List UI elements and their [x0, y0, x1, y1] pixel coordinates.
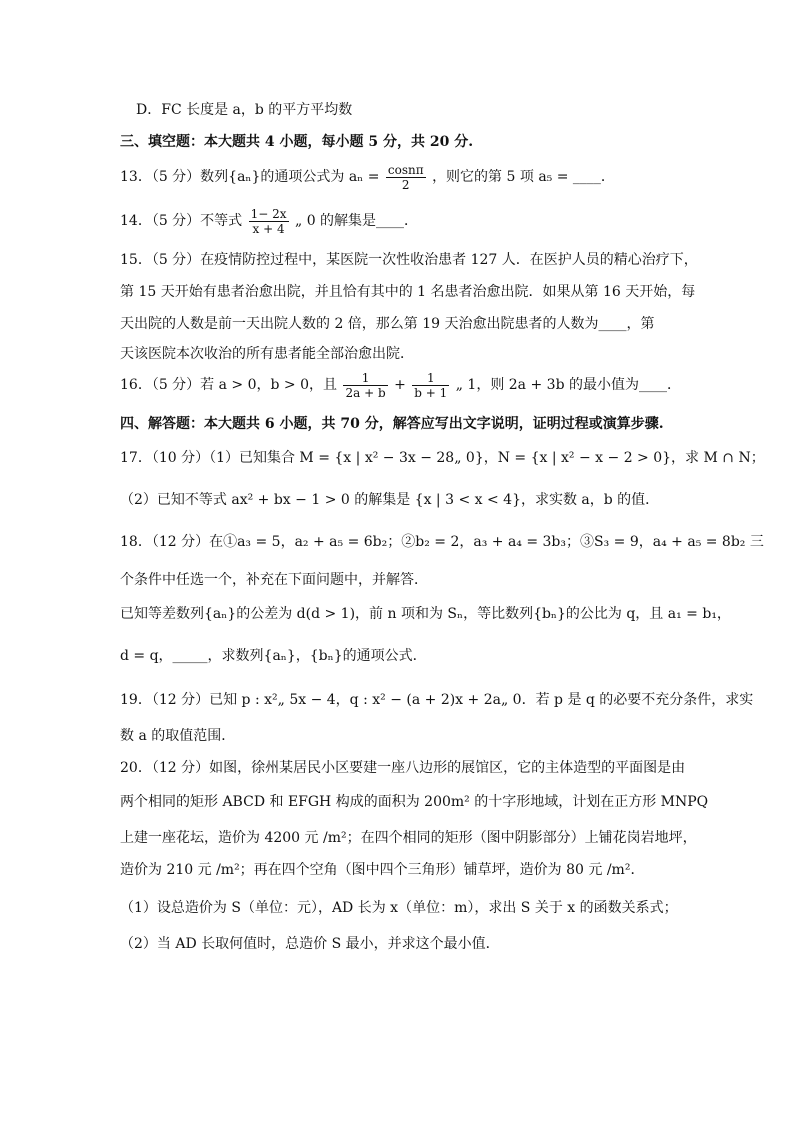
question-19-line-1: 19．（12 分）已知 p : x²„ 5x − 4，q : x² − (a + 2)x + 2a„ 0．若 p 是 q 的必要不充分条件，求实	[120, 692, 754, 708]
question-19-line-2: 数 a 的取值范围．	[120, 728, 236, 744]
option-d: D．FC 长度是 a，b 的平方平均数	[136, 102, 353, 118]
question-15-line-4: 天该医院本次收治的所有患者能全部治愈出院．	[120, 346, 414, 362]
question-15-line-1: 15．（5 分）在疫情防控过程中，某医院一次性收治患者 127 人．在医护人员的精心治疗下，	[120, 252, 698, 268]
q14-text-b: „ 0 的解集是____．	[294, 213, 419, 229]
q13-text-a: 13．（5 分）数列{aₙ}的通项公式为 aₙ =	[120, 169, 380, 185]
section-3-heading: 三、填空题：本大题共 4 小题，每小题 5 分，共 20 分.	[120, 134, 474, 150]
question-17-part-2: （2）已知不等式 ax² + bx − 1 > 0 的解集是 {x | 3 < x < 4}，求实数 a，b 的值．	[120, 492, 660, 508]
q16-fraction-2	[412, 371, 449, 400]
q16-text-a: 16．（5 分）若 a > 0，b > 0，且	[120, 377, 338, 393]
q16-denominator-1: 2a + b	[345, 385, 386, 400]
q14-denominator: x + 4	[252, 221, 285, 236]
q16-numerator-2: 1	[412, 371, 449, 386]
question-20-part-2: （2）当 AD 长取何值时，总造价 S 最小，并求这个最小值．	[120, 936, 500, 952]
q14-fraction	[249, 207, 289, 236]
q16-numerator-1: 1	[343, 371, 387, 386]
question-14	[120, 204, 418, 238]
q13-fraction	[386, 163, 426, 192]
question-16	[120, 368, 681, 402]
question-18-line-1: 18．（12 分）在①a₃ = 5，a₂ + a₅ = 6b₂；②b₂ = 2，a₃ + a₄ = 3b₃；③S₃ = 9，a₄ + a₅ = 8b₂ 三	[120, 534, 764, 550]
q14-numerator: 1− 2x	[250, 206, 287, 221]
question-20-line-1: 20．（12 分）如图，徐州某居民小区要建一座八边形的展馆区，它的主体造型的平面图是由	[120, 760, 686, 776]
q13-text-b: ，则它的第 5 项 a₅ = ____．	[432, 169, 615, 185]
q16-denominator-2: b + 1	[414, 385, 448, 400]
question-18-line-4: d = q，_____，求数列{aₙ}，{bₙ}的通项公式．	[120, 648, 427, 664]
q16-text-b: „ 1，则 2a + 3b 的最小值为____．	[455, 377, 681, 393]
question-18-line-2: 个条件中任选一个，补充在下面问题中，并解答．	[120, 572, 428, 588]
q16-fraction-1	[343, 371, 387, 400]
question-20-line-4: 造价为 210 元 /m²；再在四个空角（图中四个三角形）铺草坪，造价为 80 元 /m²．	[120, 862, 645, 878]
q13-numerator: cosnπ	[387, 162, 424, 177]
question-15-line-2: 第 15 天开始有患者治愈出院，并且恰有其中的 1 名患者治愈出院．如果从第 16 天开始，每	[120, 284, 696, 300]
question-15-line-3: 天出院的人数是前一天出院人数的 2 倍，那么第 19 天治愈出院患者的人数为____，第	[120, 316, 655, 332]
q13-denominator: 2	[401, 177, 410, 192]
question-18-line-3: 已知等差数列{aₙ}的公差为 d(d > 1)，前 n 项和为 Sₙ，等比数列{bₙ}的公比为 q，且 a₁ = b₁，	[120, 606, 731, 622]
q14-text-a: 14．（5 分）不等式	[120, 213, 243, 229]
question-17-part-1: 17．（10 分）（1）已知集合 M = {x | x² − 3x − 28„ 0}，N = {x | x² − x − 2 > 0}，求 M ∩ N；	[120, 450, 765, 466]
section-4-heading: 四、解答题：本大题共 6 小题，共 70 分，解答应写出文字说明，证明过程或演算步骤.	[120, 416, 664, 432]
question-20-line-3: 上建一座花坛，造价为 4200 元 /m²；在四个相同的矩形（图中阴影部分）上铺花岗岩地坪，	[120, 830, 697, 846]
question-20-line-2: 两个相同的矩形 ABCD 和 EFGH 构成的面积为 200m² 的十字形地域，计划在正方形 MNPQ	[120, 794, 709, 810]
q16-plus: +	[394, 377, 406, 393]
question-13	[120, 160, 615, 194]
question-20-part-1: （1）设总造价为 S（单位：元），AD 长为 x（单位：m），求出 S 关于 x 的函数关系式；	[120, 900, 678, 916]
